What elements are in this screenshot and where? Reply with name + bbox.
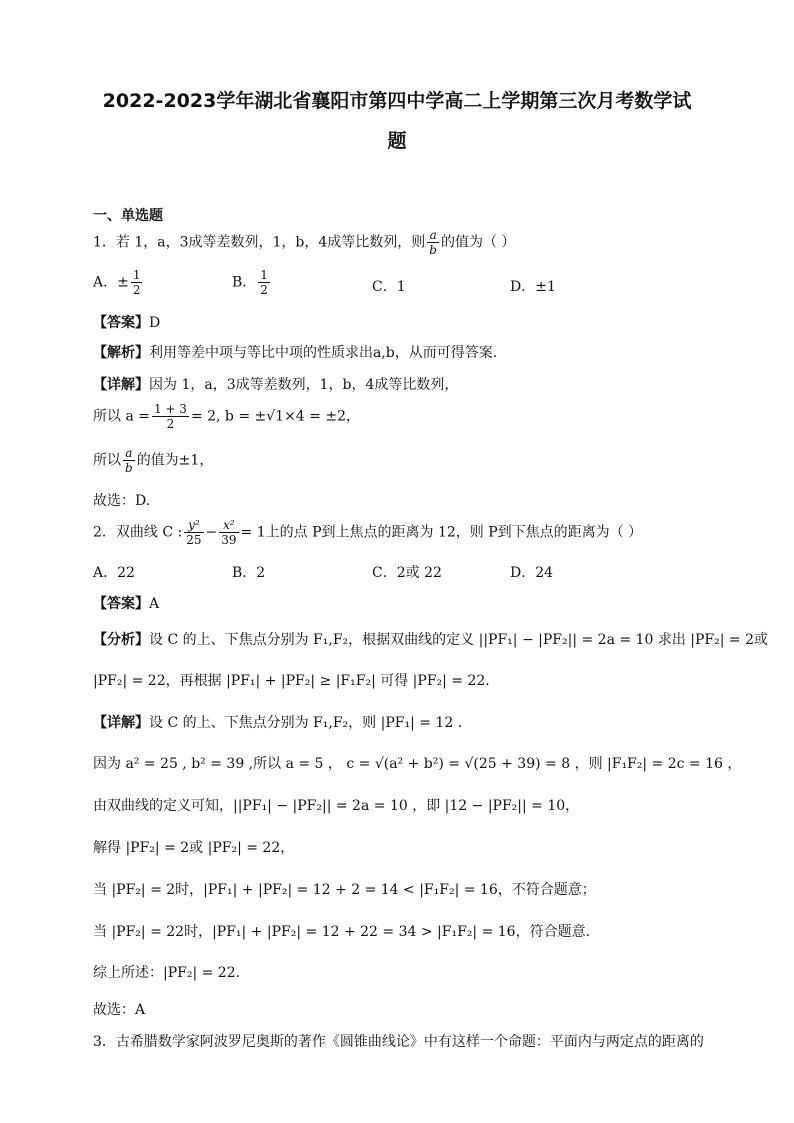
q1-option-a-label: A．± [93, 274, 129, 291]
q1-so2-num: a [123, 446, 135, 461]
q2-f2-den: 39 [221, 533, 237, 547]
q1-answer-tag: 【答案】 [93, 315, 149, 331]
q2-option-d: D．24 [510, 565, 554, 581]
q1-so1-num: 1 + 3 [153, 402, 187, 416]
q1-option-b-fraction [258, 268, 270, 297]
q2-detail-tag: 【详解】 [93, 715, 149, 731]
q1-analysis-text: 利用等差中项与等比中项的性质求出a,b，从而可得答案. [149, 345, 498, 361]
q1-analysis [93, 342, 497, 362]
section-heading: 一、单选题 [93, 208, 163, 224]
q2-stem-post: = 1上的点 P到上焦点的距离为 12，则 P到下焦点的距离为（ ） [240, 524, 643, 541]
page-title: 2022-2023学年湖北省襄阳市第四中学高二上学期第三次月考数学试 [102, 90, 692, 112]
q1-option-b [232, 268, 272, 297]
q1-analysis-tag: 【解析】 [93, 345, 149, 361]
q1-frac-den: b [429, 243, 437, 257]
question-2-stem [93, 518, 642, 547]
q1-opt-b-den: 2 [260, 283, 268, 297]
question-1-stem [93, 228, 515, 257]
q1-opt-b-num: 1 [260, 268, 268, 282]
q2-option-b: B．2 [232, 565, 266, 581]
q1-so2-pre: 所以 [93, 452, 121, 469]
q1-option-c: C．1 [372, 279, 406, 295]
q1-so1-pre: 所以 a = [93, 408, 150, 425]
q1-detail-text: 因为 1，a，3成等差数列，1，b，4成等比数列， [149, 377, 459, 393]
q2-f1-den: 25 [186, 533, 202, 547]
q1-opt-a-den: 2 [132, 283, 141, 297]
q1-option-d: D．±1 [510, 279, 556, 295]
q1-so1-fraction [152, 402, 189, 431]
q2-detail-text-1: 设 C 的上、下焦点分别为 F₁,F₂，则 |PF₁| = 12 . [149, 715, 463, 731]
q2-analysis-tag: 【分析】 [93, 632, 149, 648]
q1-so2-fraction [123, 446, 135, 475]
q1-option-a [93, 268, 144, 297]
q2-detail-line-6: 当 |PF₂| = 22时，|PF₁| + |PF₂| = 12 + 22 = 34 > |F₁F₂| = 16，符合题意. [93, 924, 591, 940]
q2-answer [93, 593, 159, 613]
q2-stem-pre: 2．双曲线 C : [93, 524, 183, 541]
q2-minus: − [205, 524, 218, 541]
q2-analysis-line-1 [93, 629, 768, 649]
q2-detail-line-3: 由双曲线的定义可知，||PF₁| − |PF₂|| = 2a = 10 ，即 |12 − |PF₂|| = 10， [93, 798, 580, 814]
q1-frac-num: a [427, 228, 439, 243]
q2-answer-value: A [149, 596, 160, 612]
q1-answer [93, 312, 160, 332]
page-title-continued: 题 [387, 130, 407, 152]
q2-fraction-1 [184, 518, 203, 547]
q1-opt-a-num: 1 [132, 268, 141, 282]
q1-so1-den: 2 [166, 417, 175, 431]
q2-fraction-2 [219, 518, 238, 547]
q1-option-b-label: B． [232, 274, 257, 291]
q1-stem-text: 1．若 1，a，3成等差数列，1，b，4成等比数列，则 [93, 234, 426, 251]
q2-detail-line-2: 因为 a² = 25 , b² = 39 ,所以 a = 5 ， c = √(a² + b²) = √(25 + 39) = 8 ，则 |F₁F₂| = 2c = 16 ， [93, 756, 742, 772]
q1-fraction [427, 228, 439, 257]
q1-detail-tag: 【详解】 [93, 377, 149, 393]
q1-detail [93, 374, 458, 394]
q1-option-a-fraction [131, 268, 143, 297]
q1-detail-line-2 [93, 402, 360, 431]
question-3-stem: 3．古希腊数学家阿波罗尼奥斯的著作《圆锥曲线论》中有这样一个命题：平面内与两定点的距离的 [93, 1034, 704, 1050]
q2-detail-line-5: 当 |PF₂| = 2时，|PF₁| + |PF₂| = 12 + 2 = 14 < |F₁F₂| = 16，不符合题意； [93, 882, 596, 898]
q2-detail-line-4: 解得 |PF₂| = 2或 |PF₂| = 22， [93, 840, 295, 856]
q2-option-c: C．2或 22 [372, 565, 442, 581]
q1-so2-den: b [125, 461, 133, 475]
q1-detail-line-3 [93, 446, 213, 475]
q1-so1-post: = 2, b = ±√1×4 = ±2， [190, 408, 360, 425]
q1-stem-tail: 的值为（ ） [440, 234, 516, 251]
q2-detail-line-7: 综上所述：|PF₂| = 22. [93, 965, 241, 981]
q2-f2-num: x² [219, 518, 238, 533]
q2-detail-line-1 [93, 712, 462, 732]
q2-analysis-text-1: 设 C 的上、下焦点分别为 F₁,F₂，根据双曲线的定义 ||PF₁| − |PF₂|| = 2a = 10 求出 |PF₂| = 2或 [149, 632, 768, 648]
q1-answer-value: D [149, 315, 161, 331]
q2-option-a: A．22 [93, 565, 135, 581]
q2-answer-tag: 【答案】 [93, 596, 149, 612]
q2-analysis-line-2: |PF₂| = 22，再根据 |PF₁| + |PF₂| ≥ |F₁F₂| 可得 |PF₂| = 22. [93, 673, 490, 689]
q1-choose: 故选：D. [93, 493, 151, 509]
q2-choose: 故选：A [93, 1002, 146, 1018]
q2-f1-num: y² [184, 518, 203, 533]
q1-so2-post: 的值为±1， [136, 452, 214, 469]
